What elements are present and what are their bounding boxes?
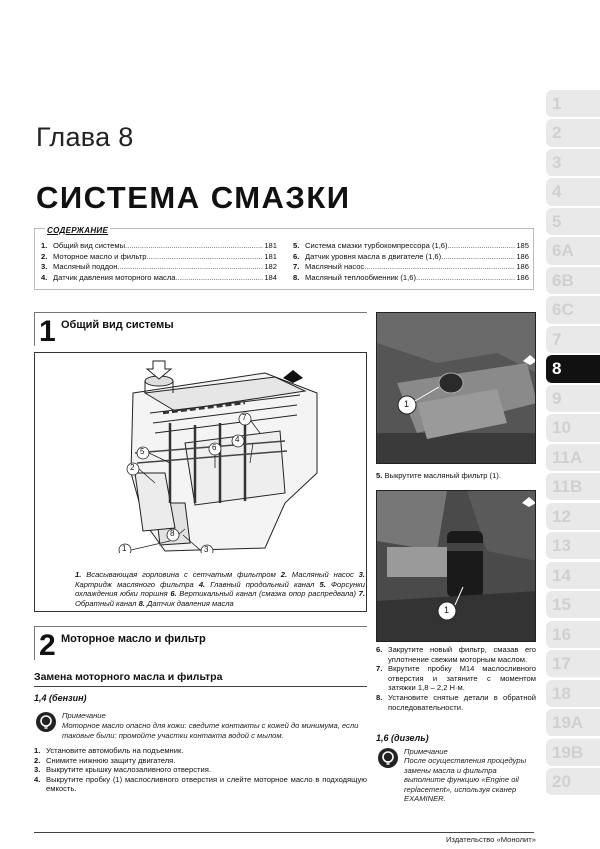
chapter-tab[interactable]: 13 <box>546 532 600 559</box>
toc-item[interactable] <box>293 241 529 252</box>
toc-item-num: 6. <box>293 251 300 261</box>
toc-item-num: 7. <box>293 262 300 271</box>
callout-4: 4 <box>235 435 240 444</box>
callout-8: 8 <box>170 529 175 538</box>
engine-illustration <box>35 353 368 553</box>
toc-item-page: 181 <box>264 251 277 261</box>
toc-leader <box>176 273 264 284</box>
section-number: 2 <box>39 629 56 662</box>
chapter-tab[interactable]: 15 <box>546 591 600 618</box>
chapter-tab-active[interactable]: 8 <box>546 355 600 382</box>
toc-item[interactable] <box>41 262 277 273</box>
list-item: 3. Выкрутите крышку маслозаливного отверстия. <box>34 765 211 775</box>
footer-divider <box>34 832 534 833</box>
toc-item[interactable] <box>293 252 529 263</box>
photo-callout: 1 <box>404 399 410 409</box>
chapter-tab[interactable]: 5 <box>546 208 600 235</box>
callout-3: 3 <box>204 545 209 554</box>
engine-lubrication-diagram <box>34 352 367 612</box>
steps-list-right <box>376 645 536 712</box>
chapter-tab[interactable]: 11B <box>546 473 600 500</box>
toc-item-num: 8. <box>293 272 300 282</box>
toc-leader <box>448 241 516 252</box>
chapter-tab[interactable]: 6A <box>546 237 600 264</box>
toc-item-text: Масляный теплообменник (1,6) <box>305 272 416 282</box>
chapter-tab[interactable]: 20 <box>546 768 600 795</box>
toc-leader <box>146 252 263 263</box>
section-title: Общий вид системы <box>61 319 174 331</box>
toc-item-text: Моторное масло и фильтр <box>53 251 147 261</box>
chapter-tabs <box>546 90 600 798</box>
list-item: 8. Установите снятые детали в обратной последовательности. <box>376 692 536 712</box>
chapter-label: Глава 8 <box>36 122 134 152</box>
toc-item-text: Масляный насос <box>305 262 365 271</box>
list-item: 7. Вкрутите пробку М14 маслосливного отверстия и затяните с моментом затяжки 1,8 – 2,2 Н·м. <box>376 664 536 693</box>
steps-list <box>34 746 367 794</box>
chapter-tab[interactable]: 7 <box>546 326 600 353</box>
toc-item-page: 186 <box>516 251 529 261</box>
toc-item-num: 4. <box>41 272 48 282</box>
note-label: Примечание <box>62 711 106 720</box>
toc-item-num: 1. <box>41 241 48 250</box>
chapter-tab[interactable]: 14 <box>546 562 600 589</box>
chapter-tab[interactable]: 6C <box>546 296 600 323</box>
toc-item[interactable] <box>293 273 529 284</box>
photo-oil-filter-location <box>376 312 536 464</box>
note-icon <box>36 712 56 732</box>
callout-2: 2 <box>130 463 135 472</box>
toc-item[interactable] <box>41 241 277 252</box>
variant-diesel: 1,6 (дизель) <box>376 733 429 743</box>
toc-item-num: 2. <box>41 251 48 261</box>
chapter-tab[interactable]: 19A <box>546 709 600 736</box>
toc-item[interactable] <box>41 273 277 284</box>
chapter-tab[interactable]: 2 <box>546 119 600 146</box>
note-text: После осуществления процедуры замены масла и фильтра выполните функцию «Engine oil replacement», используя сканер EXAMINER. <box>404 756 527 804</box>
toc-item[interactable] <box>293 262 529 273</box>
chapter-tab[interactable]: 10 <box>546 414 600 441</box>
toc-item-num: 3. <box>41 262 48 271</box>
toc-item-page: 181 <box>264 241 277 250</box>
toc-column-right <box>293 241 529 283</box>
toc-item-page: 182 <box>264 262 277 271</box>
callout-6: 6 <box>212 443 217 452</box>
chapter-tab[interactable]: 6B <box>546 267 600 294</box>
toc-leader <box>416 273 515 284</box>
toc-item-text: Датчик давления моторного масла <box>53 272 176 282</box>
chapter-tab[interactable]: 12 <box>546 503 600 530</box>
callout-1: 1 <box>122 544 127 553</box>
photo-callout: 1 <box>444 605 450 615</box>
toc-item-text: Масляный поддон <box>53 262 118 271</box>
toc-item-num: 5. <box>293 241 300 250</box>
list-item: 1. Установите автомобиль на подъемник. <box>34 746 184 755</box>
callout-5: 5 <box>140 447 145 456</box>
photo-new-oil-filter <box>376 490 536 642</box>
toc-item-text: Датчик уровня масла в двигателе (1,6) <box>305 251 442 261</box>
note-text: Моторное масло опасно для кожи: сведите контакты с кожей до минимума, если таковые были: промойте участки контакта водой с мылом. <box>62 721 359 740</box>
variant-petrol: 1,4 (бензин) <box>34 693 87 703</box>
list-item: 2. Снимите нижнюю защиту двигателя. <box>34 755 176 765</box>
subsection-title: Замена моторного масла и фильтра <box>34 671 367 687</box>
chapter-tab[interactable]: 1 <box>546 90 600 117</box>
section-1-heading <box>34 312 367 346</box>
section-number: 1 <box>39 315 56 348</box>
chapter-tab[interactable]: 3 <box>546 149 600 176</box>
chapter-tab[interactable]: 19B <box>546 739 600 766</box>
list-item: 4. Выкрутите пробку (1) маслосливного отверстия и слейте моторное масло в подходящую емкость. <box>34 774 367 794</box>
section-title: Моторное масло и фильтр <box>61 633 206 645</box>
table-of-contents <box>34 228 534 290</box>
chapter-tab[interactable]: 16 <box>546 621 600 648</box>
chapter-tab[interactable]: 11A <box>546 444 600 471</box>
chapter-tab[interactable]: 17 <box>546 650 600 677</box>
chapter-tab[interactable]: 4 <box>546 178 600 205</box>
toc-item-page: 185 <box>516 241 529 250</box>
photo-caption: 5. Выкрутите масляный фильтр (1). <box>376 471 501 480</box>
chapter-tab[interactable]: 18 <box>546 680 600 707</box>
note-icon <box>378 748 398 768</box>
publisher-footer: Издательство «Монолит» <box>445 835 536 844</box>
figure-caption: 1. Всасывающая горловина с сетчатым фильтром 2. Масляный насос 3. Картридж масляного фильтра 4. Главный продольный канал 5. Форсунки охлаждения юбки поршня 6. Вертикальный канал (смазка опор распредвала) 7. Обратный канал 8. Датчик давления масла <box>75 569 366 609</box>
toc-item-page: 186 <box>516 272 529 282</box>
toc-leader <box>117 262 263 273</box>
toc-item[interactable] <box>41 252 277 263</box>
section-2-heading <box>34 626 367 660</box>
note-label: Примечание <box>404 747 448 756</box>
toc-leader <box>441 252 515 263</box>
toc-column-left <box>41 241 277 283</box>
toc-leader <box>364 262 515 273</box>
toc-heading: СОДЕРЖАНИЕ <box>47 226 109 235</box>
list-item: 6. Закрутите новый фильтр, смазав его уплотнение свежим моторным маслом. <box>376 645 536 664</box>
callout-7: 7 <box>242 413 247 422</box>
page-title: СИСТЕМА СМАЗКИ <box>36 180 351 215</box>
toc-item-page: 186 <box>516 262 529 271</box>
toc-leader <box>125 241 263 252</box>
chapter-tab[interactable]: 9 <box>546 385 600 412</box>
toc-item-text: Система смазки турбокомпрессора (1,6) <box>305 241 448 250</box>
toc-item-page: 184 <box>264 272 277 282</box>
toc-item-text: Общий вид системы <box>53 241 126 250</box>
